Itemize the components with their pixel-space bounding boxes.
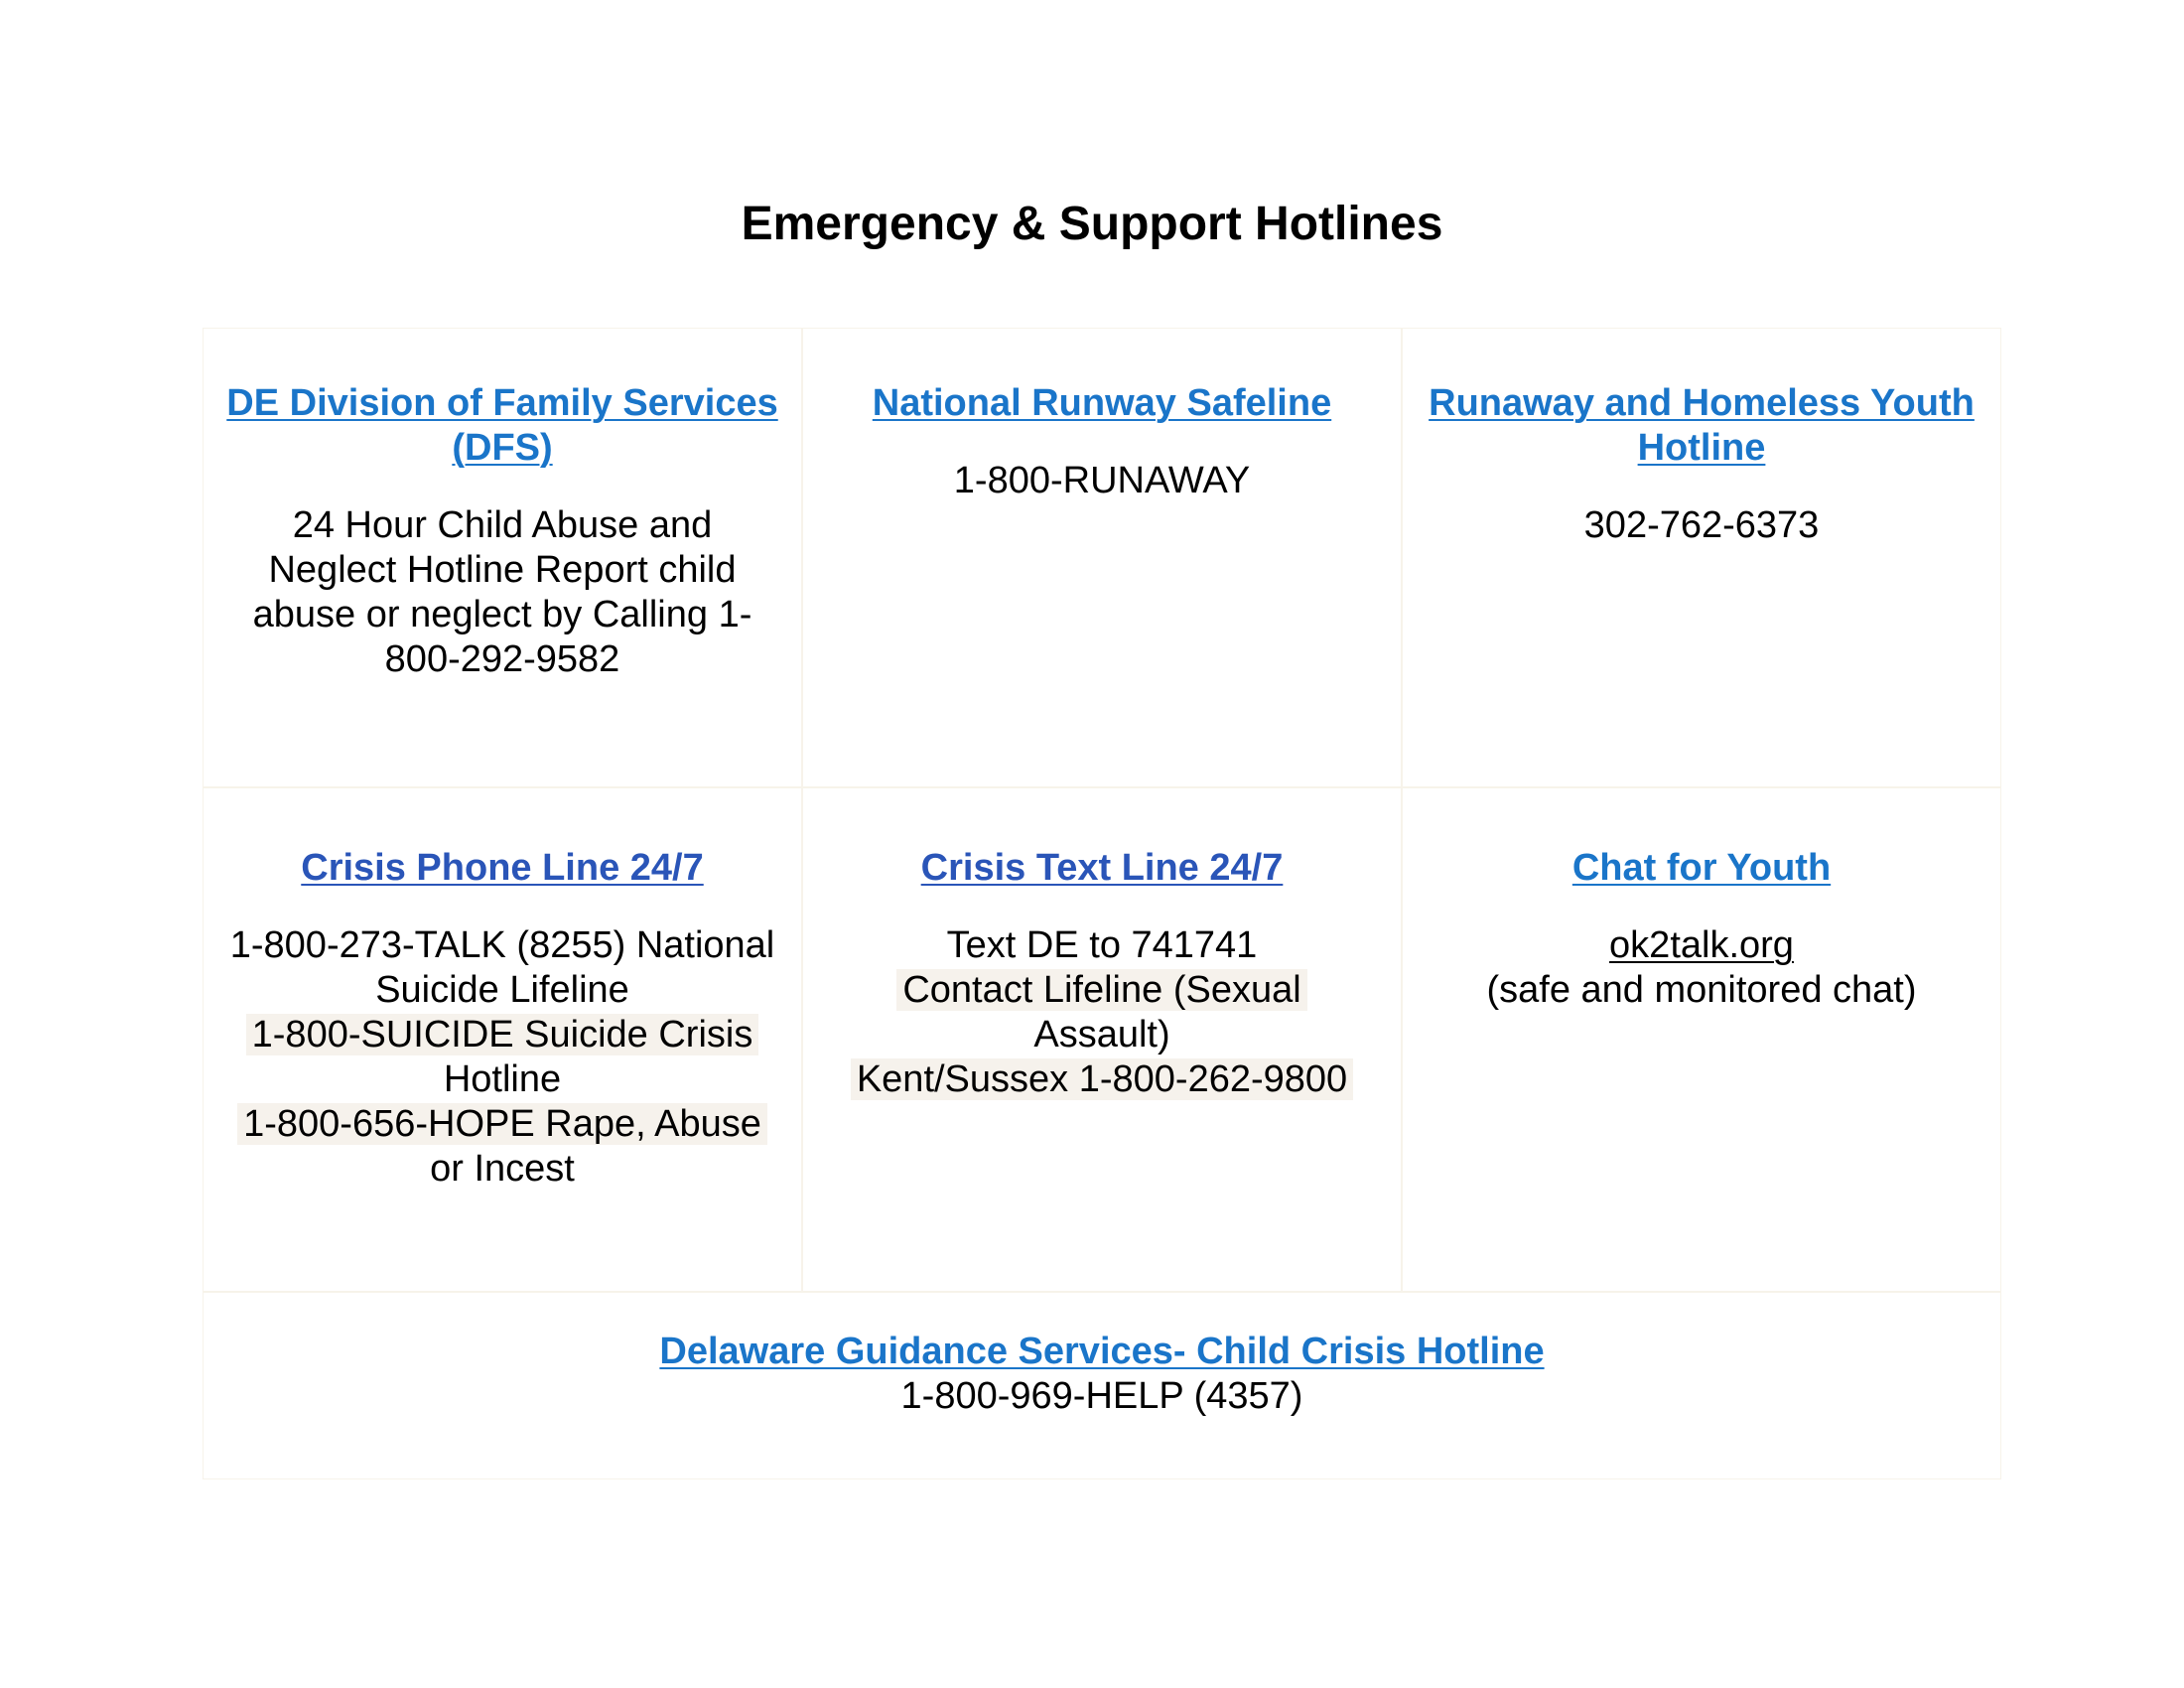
crisis-text-body-line-2: Contact Lifeline (Sexual [896,969,1306,1011]
card-delaware-guidance-services [203,1292,2001,1479]
chat-for-youth-link-line-1: Chat for Youth [1571,847,1832,889]
dfs-body-line-1: 24 Hour Child Abuse and [292,504,713,546]
runaway-homeless-youth-link-line-2: Hotline [1637,427,1766,469]
crisis-phone-body-line-2: Suicide Lifeline [375,969,629,1011]
dfs-body-line-3: abuse or neglect by Calling 1- [252,594,752,635]
crisis-text-line-link[interactable] [817,846,1387,891]
crisis-phone-body-line-5: 1-800-656-HOPE Rape, Abuse [237,1103,767,1145]
runaway-homeless-youth-link[interactable] [1417,381,1986,471]
crisis-text-line-description [817,923,1387,1102]
crisis-text-body-line-3: Assault) [1033,1014,1170,1055]
dfs-body-line-2: Neglect Hotline Report child [268,549,737,591]
crisis-phone-line-link[interactable] [217,846,787,891]
dfs-link[interactable] [217,381,787,471]
hotlines-table [203,328,2001,1479]
ok2talk-link[interactable]: ok2talk.org [1609,924,1794,966]
dfs-link-line-1: DE Division of Family Services [226,382,778,424]
card-national-runway-safeline [802,328,1402,787]
crisis-text-body-line-4: Kent/Sussex 1-800-262-9800 [851,1058,1353,1100]
crisis-text-body-line-1: Text DE to 741741 [946,924,1258,966]
delaware-guidance-services-link[interactable]: Delaware Guidance Services- Child Crisis Hotline [659,1331,1545,1372]
chat-for-youth-body-line-1: (safe and monitored chat) [1486,969,1917,1011]
card-runaway-homeless-youth [1402,328,2001,787]
runaway-homeless-youth-phone [1417,503,1986,548]
dfs-link-line-2: (DFS) [452,427,553,469]
card-chat-for-youth [1402,787,2001,1292]
card-crisis-phone-line [203,787,802,1292]
chat-for-youth-description [1417,923,1986,1013]
chat-for-youth-link[interactable] [1417,846,1986,891]
crisis-phone-line-link-line-1: Crisis Phone Line 24/7 [301,847,704,889]
crisis-phone-body-line-3: 1-800-SUICIDE Suicide Crisis [246,1014,759,1055]
dfs-body-line-4: 800-292-9582 [384,638,620,680]
page-title: Emergency & Support Hotlines [741,198,1443,250]
national-runway-safeline-link[interactable] [817,381,1387,426]
card-crisis-text-line [802,787,1402,1292]
runaway-homeless-youth-body-line-1: 302-762-6373 [1583,504,1820,546]
crisis-phone-body-line-6: or Incest [430,1148,575,1190]
national-runway-safeline-phone [817,459,1387,503]
crisis-text-line-link-line-1: Crisis Text Line 24/7 [920,847,1284,889]
crisis-phone-line-description [217,923,787,1192]
crisis-phone-body-line-1: 1-800-273-TALK (8255) National [229,924,775,966]
runaway-homeless-youth-link-line-1: Runaway and Homeless Youth [1429,382,1975,424]
crisis-phone-body-line-4: Hotline [443,1058,562,1100]
delaware-guidance-services-phone: 1-800-969-HELP (4357) [900,1375,1303,1417]
card-dfs [203,328,802,787]
dfs-description [217,503,787,682]
national-runway-safeline-link-line-1: National Runway Safeline [872,382,1332,424]
national-runway-safeline-body-line-1: 1-800-RUNAWAY [953,460,1251,501]
